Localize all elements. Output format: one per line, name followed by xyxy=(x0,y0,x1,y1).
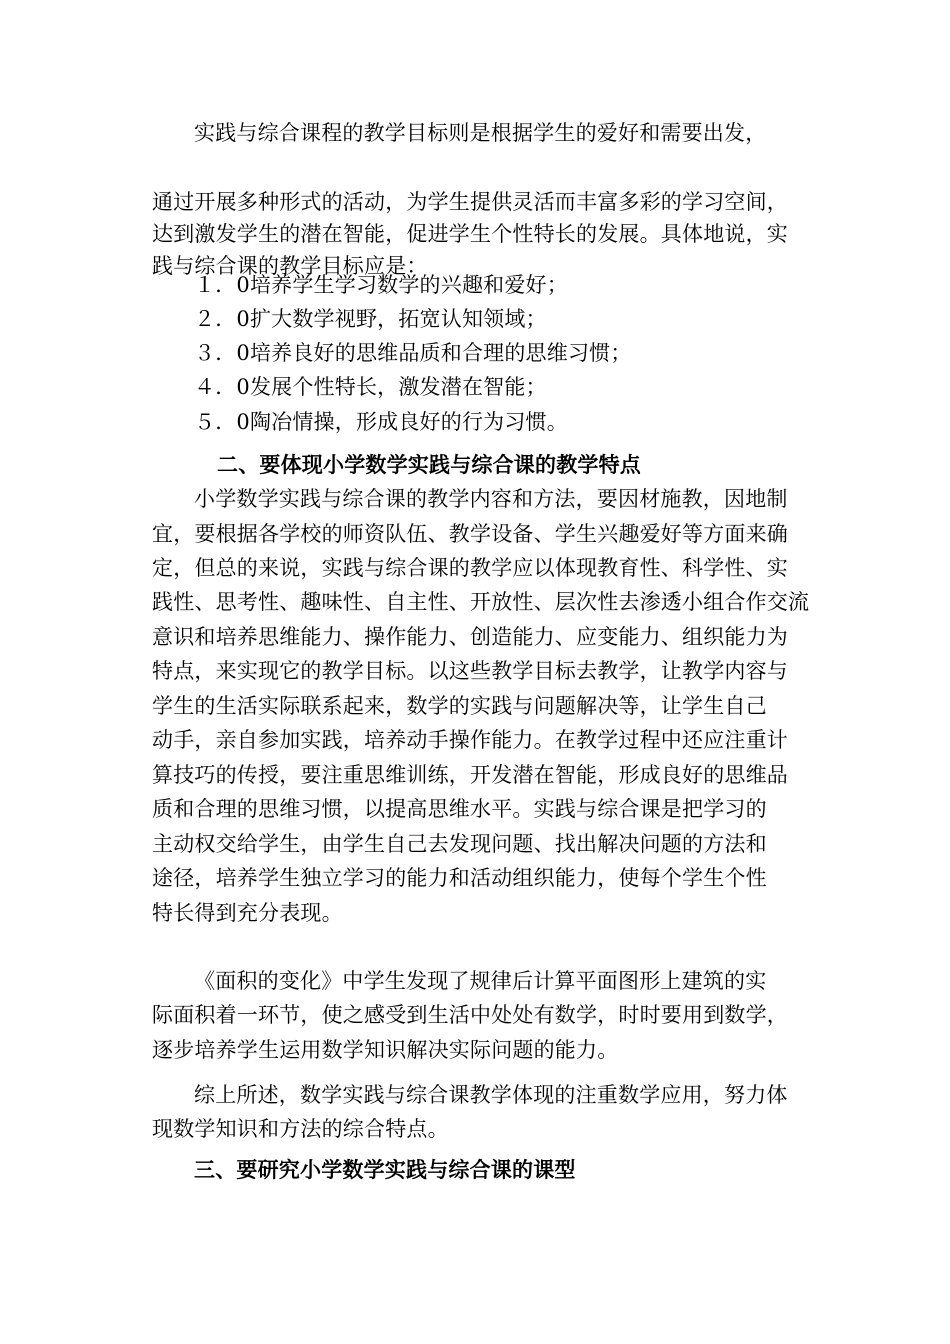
paragraph-3-line-3: 逐步培养学生运用数学知识解决实际问题的能力。 xyxy=(152,1038,619,1062)
paragraph-2-line-1: 小学数学实践与综合课的教学内容和方法，要因材施教，因地制 xyxy=(194,487,788,511)
paragraph-2-line-11: 主动权交给学生，由学生自己去发现问题、找出解决问题的方法和 xyxy=(152,832,767,856)
paragraph-2-line-7: 学生的生活实际联系起来，数学的实践与问题解决等，让学生自己 xyxy=(152,694,767,718)
paragraph-2-line-13: 特长得到充分表现。 xyxy=(152,901,343,925)
section-heading-2: 二、要体现小学数学实践与综合课的教学特点 xyxy=(217,453,641,477)
paragraph-2-line-3: 定，但总的来说，实践与综合课的教学应以体现教育性、科学性、实 xyxy=(152,556,788,580)
paragraph-2-line-4: 践性、思考性、趣味性、自主性、开放性、层次性去渗透小组合作交流 xyxy=(152,590,810,614)
paragraph-1-line-4: 践与综合课的教学目标应是： xyxy=(152,254,428,278)
section-heading-3: 三、要研究小学数学实践与综合课的课型 xyxy=(194,1158,576,1182)
paragraph-1-line-1: 实践与综合课程的教学目标则是根据学生的爱好和需要出发， xyxy=(194,121,767,145)
paragraph-1-line-3: 达到激发学生的潜在智能，促进学生个性特长的发展。具体地说，实 xyxy=(152,222,788,246)
paragraph-2-line-9: 算技巧的传授，要注重思维训练，开发潜在智能，形成良好的思维品 xyxy=(152,763,788,787)
goal-item-1: １．0培养学生学习数学的兴趣和爱好； xyxy=(194,273,568,297)
paragraph-2-line-10: 质和合理的思维习惯，以提高思维水平。实践与综合课是把学习的 xyxy=(152,797,767,821)
goal-item-3: ３．0培养良好的思维品质和合理的思维习惯； xyxy=(194,341,632,365)
paragraph-3-line-2: 际面积着一环节，使之感受到生活中处处有数学，时时要用到数学， xyxy=(152,1003,788,1027)
paragraph-2-line-2: 宜，要根据各学校的师资队伍、教学设备、学生兴趣爱好等方面来确 xyxy=(152,522,788,546)
paragraph-2-line-5: 意识和培养思维能力、操作能力、创造能力、应变能力、组织能力为 xyxy=(152,625,788,649)
paragraph-2-line-8: 动手，亲自参加实践，培养动手操作能力。在教学过程中还应注重计 xyxy=(152,728,788,752)
paragraph-2-line-12: 途径，培养学生独立学习的能力和活动组织能力，使每个学生个性 xyxy=(152,866,767,890)
paragraph-1-line-2: 通过开展多种形式的活动，为学生提供灵活而丰富多彩的学习空间， xyxy=(152,190,788,214)
paragraph-3-line-1: 《面积的变化》中学生发现了规律后计算平面图形上建筑的实 xyxy=(194,969,767,993)
goal-item-4: ４．0发展个性特长，激发潜在智能； xyxy=(194,375,547,399)
goal-item-5: ５．0陶冶情操，形成良好的行为习惯。 xyxy=(194,410,568,434)
paragraph-4-line-1: 综上所述，数学实践与综合课教学体现的注重数学应用，努力体 xyxy=(194,1083,788,1107)
paragraph-4-line-2: 现数学知识和方法的综合特点。 xyxy=(152,1117,449,1141)
goal-item-2: ２．0扩大数学视野，拓宽认知领域； xyxy=(194,307,547,331)
paragraph-2-line-6: 特点，来实现它的教学目标。以这些教学目标去教学，让教学内容与 xyxy=(152,659,788,683)
